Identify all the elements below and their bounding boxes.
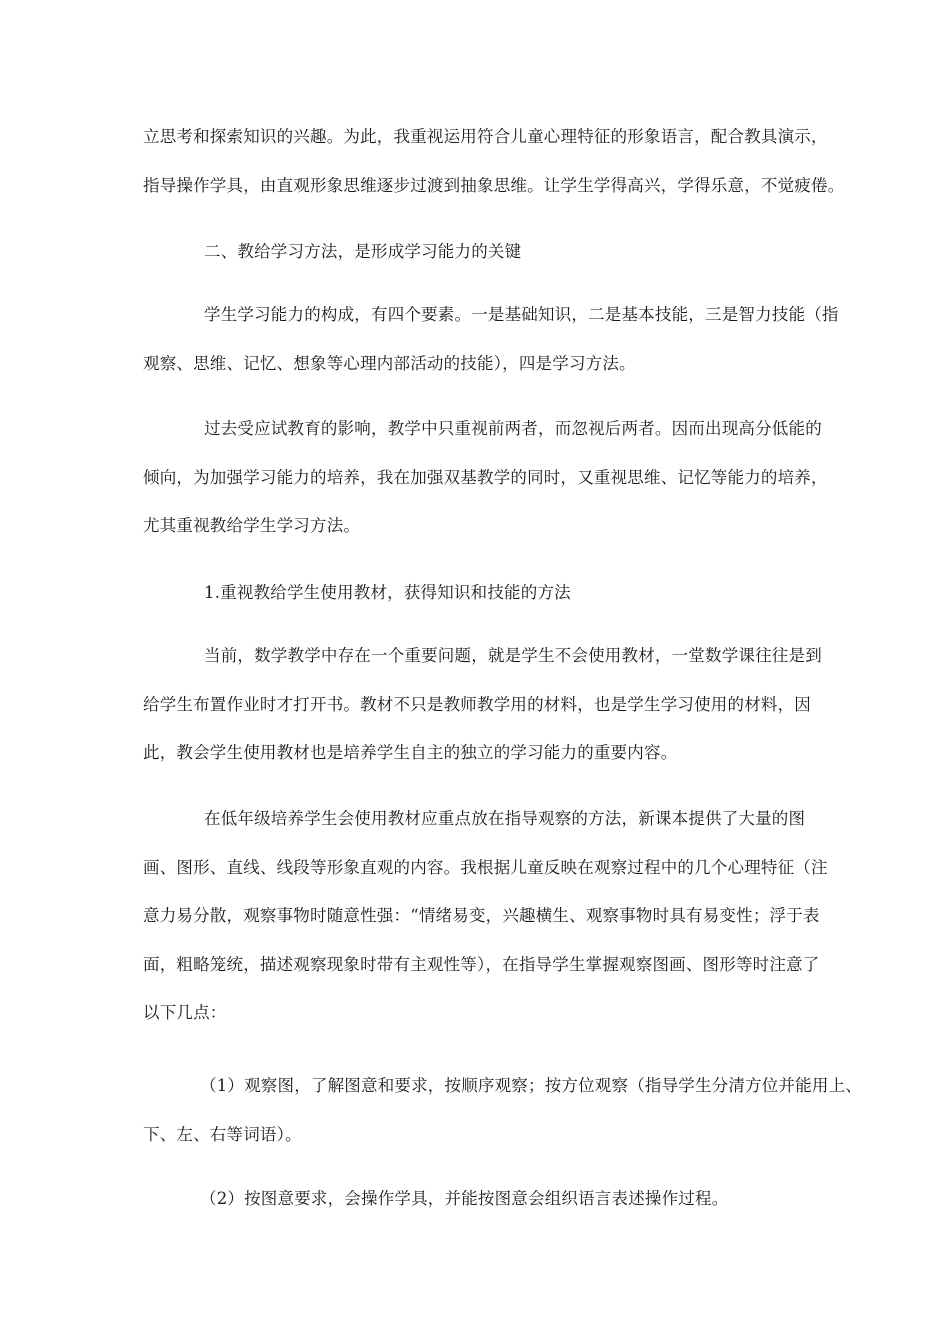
- text-line: 观察、思维、记忆、想象等心理内部活动的技能），四是学习方法。: [143, 353, 636, 373]
- text-line: （1）观察图，了解图意和要求，按顺序观察；按方位观察（指导学生分清方位并能用上、: [200, 1076, 862, 1095]
- text-line: 倾向，为加强学习能力的培养，我在加强双基教学的同时，又重视思维、记忆等能力的培养，: [143, 467, 828, 487]
- heading-text: 二、教给学习方法，是形成学习能力的关键: [204, 242, 522, 261]
- list-item: [143, 1067, 862, 1154]
- section-heading: [143, 233, 823, 272]
- text-line: 当前，数学教学中存在一个重要问题，就是学生不会使用教材，一堂数学课往往是到: [204, 646, 822, 665]
- paragraph: [143, 637, 823, 773]
- text-line: 此，教会学生使用教材也是培养学生自主的独立的学习能力的重要内容。: [143, 743, 678, 762]
- text-line: 画、图形、直线、线段等形象直观的内容。我根据儿童反映在观察过程中的几个心理特征（注: [143, 857, 828, 877]
- paragraph: [143, 296, 839, 383]
- text-line: 过去受应试教育的影响，教学中只重视前两者，而忽视后两者。因而出现高分低能的: [204, 419, 822, 438]
- text-line: 下、左、右等词语）。: [143, 1124, 302, 1144]
- paragraph: [143, 800, 828, 1033]
- list-item: [143, 1180, 823, 1219]
- text-line: 学生学习能力的构成，有四个要素。一是基础知识，二是基本技能，三是智力技能（指: [204, 305, 839, 324]
- text-line: 立思考和探索知识的兴趣。为此，我重视运用符合儿童心理特征的形象语言，配合教具演示，: [143, 127, 828, 146]
- paragraph: [143, 410, 828, 546]
- text-line: 尤其重视教给学生学习方法。: [143, 516, 361, 535]
- paragraph-continuation: [143, 118, 845, 205]
- text-line: （2）按图意要求，会操作学具，并能按图意会组织语言表述操作过程。: [200, 1189, 729, 1208]
- text-line: 以下几点：: [143, 1003, 227, 1022]
- subsection-heading: [143, 574, 823, 613]
- heading-text: 1.重视教给学生使用教材，获得知识和技能的方法: [204, 583, 571, 602]
- text-line: 面，粗略笼统，描述观察现象时带有主观性等），在指导学生掌握观察图画、图形等时注意了: [143, 954, 820, 974]
- text-line: 给学生布置作业时才打开书。教材不只是教师教学用的材料，也是学生学习使用的材料，因: [143, 694, 811, 714]
- text-line: 意力易分散，观察事物时随意性强：“情绪易变，兴趣横生、观察事物时具有易变性；浮于表: [143, 906, 820, 925]
- text-line: 指导操作学具，由直观形象思维逐步过渡到抽象思维。让学生学得高兴，学得乐意，不觉疲倦。: [143, 175, 845, 195]
- text-line: 在低年级培养学生会使用教材应重点放在指导观察的方法，新课本提供了大量的图: [204, 809, 806, 828]
